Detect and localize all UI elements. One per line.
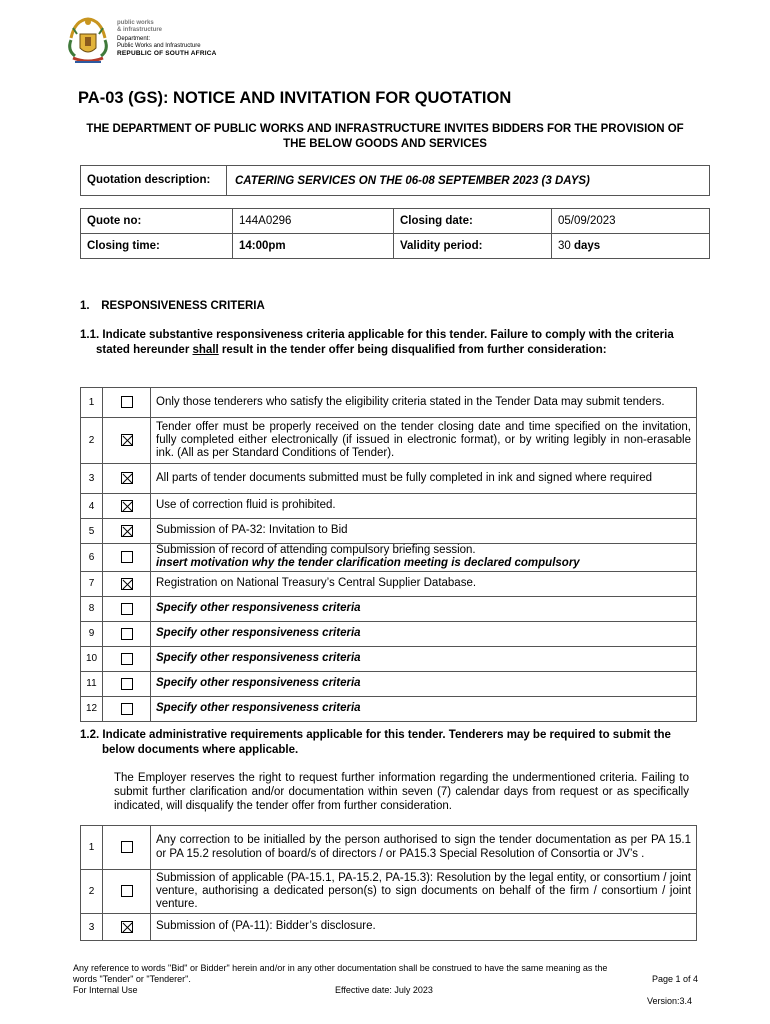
quotation-description-value[interactable]: CATERING SERVICES ON THE 06-08 SEPTEMBER 2023 (3 DAYS) xyxy=(227,166,710,196)
section-1-1-text-a: Indicate substantive responsiveness criteria applicable for this tender. Failure to comply with the criteria stated hereunder xyxy=(96,329,674,356)
checked-checkbox[interactable] xyxy=(121,472,133,484)
unchecked-checkbox[interactable] xyxy=(121,551,133,563)
checkbox-cell xyxy=(103,646,151,671)
effective-date: Effective date: July 2023 xyxy=(335,985,433,995)
criteria-text-cell xyxy=(151,914,697,941)
employer-note: The Employer reserves the right to request further information regarding the undermentioned criteria. Failing to submit further clarification and/or documentation within seven (7) calendar days from request or as specifically indicated, will disqualify the tender offer from further consideration. xyxy=(114,772,689,812)
criteria-text-cell xyxy=(151,418,697,464)
criteria-text: Specify other responsiveness criteria xyxy=(156,701,361,714)
criteria-text: Submission of applicable (PA-15.1, PA-15.2, PA-15.3): Resolution by the legal entity, or consortium / joint venture, authorising a dedicated person(s) to sign documents on behalf of the firm / consortium / joint venture. xyxy=(156,871,691,911)
unchecked-checkbox[interactable] xyxy=(121,603,133,615)
section-1-heading xyxy=(80,300,265,312)
criteria-row xyxy=(81,544,697,572)
page-footer xyxy=(73,963,698,1006)
validity-period-value[interactable] xyxy=(552,234,710,259)
row-number: 8 xyxy=(81,596,103,621)
checkbox-cell xyxy=(103,671,151,696)
checkbox-cell xyxy=(103,914,151,941)
quotation-info-table xyxy=(80,208,710,259)
footer-note-line-1: Any reference to words "Bid" or Bidder" herein and/or in any other documentation shall be construed to have the same meaning as the xyxy=(73,963,608,973)
checkbox-cell xyxy=(103,870,151,914)
quotation-description-table xyxy=(80,165,710,196)
checkbox-cell xyxy=(103,621,151,646)
unchecked-checkbox[interactable] xyxy=(121,628,133,640)
closing-date-label: Closing date: xyxy=(394,209,552,234)
criteria-row xyxy=(81,870,697,914)
checkbox-cell xyxy=(103,494,151,519)
criteria-text-cell xyxy=(151,646,697,671)
closing-time-label: Closing time: xyxy=(81,234,233,259)
section-1-2-number: 1.2. xyxy=(80,729,100,741)
page-subtitle: THE DEPARTMENT OF PUBLIC WORKS AND INFRASTRUCTURE INVITES BIDDERS FOR THE PROVISION OF THE BELOW GOODS AND SERVICES xyxy=(86,123,684,150)
criteria-text: Use of correction fluid is prohibited. xyxy=(156,499,336,512)
unchecked-checkbox[interactable] xyxy=(121,396,133,408)
closing-date-value[interactable]: 05/09/2023 xyxy=(552,209,710,234)
checked-checkbox[interactable] xyxy=(121,434,133,446)
logo-line-3: Department: xyxy=(117,36,151,42)
quote-no-value[interactable]: 144A0296 xyxy=(233,209,394,234)
checkbox-cell xyxy=(103,826,151,870)
row-number: 9 xyxy=(81,621,103,646)
page-number: Page 1 of 4 xyxy=(651,974,698,984)
criteria-text-cell xyxy=(151,571,697,596)
row-number: 3 xyxy=(81,464,103,494)
criteria-text-cell xyxy=(151,519,697,544)
unchecked-checkbox[interactable] xyxy=(121,841,133,853)
criteria-row xyxy=(81,519,697,544)
section-1-2-text: Indicate administrative requirements applicable for this tender. Tenderers may be required to submit the below documents where applicable. xyxy=(102,729,671,756)
quote-no-label: Quote no: xyxy=(81,209,233,234)
checkbox-cell xyxy=(103,388,151,418)
row-number: 1 xyxy=(81,388,103,418)
criteria-row xyxy=(81,621,697,646)
unchecked-checkbox[interactable] xyxy=(121,653,133,665)
criteria-text-cell xyxy=(151,696,697,721)
checkbox-cell xyxy=(103,696,151,721)
checkbox-cell xyxy=(103,544,151,572)
row-number: 2 xyxy=(81,870,103,914)
criteria-text-cell xyxy=(151,494,697,519)
row-number: 2 xyxy=(81,418,103,464)
row-number: 3 xyxy=(81,914,103,941)
checked-checkbox[interactable] xyxy=(121,921,133,933)
criteria-text: Only those tenderers who satisfy the eligibility criteria stated in the Tender Data may submit tenders. xyxy=(156,395,665,408)
logo-line-5: REPUBLIC OF SOUTH AFRICA xyxy=(117,50,217,57)
unchecked-checkbox[interactable] xyxy=(121,678,133,690)
criteria-row xyxy=(81,418,697,464)
internal-use-label: For Internal Use xyxy=(73,985,138,995)
criteria-text-cell xyxy=(151,464,697,494)
criteria-text-cell xyxy=(151,870,697,914)
row-number: 7 xyxy=(81,571,103,596)
criteria-text: Registration on National Treasury’s Central Supplier Database. xyxy=(156,576,477,589)
criteria-row xyxy=(81,826,697,870)
criteria-row xyxy=(81,696,697,721)
section-1-1-text xyxy=(80,328,695,357)
row-number: 10 xyxy=(81,646,103,671)
criteria-row xyxy=(81,494,697,519)
version-label: Version:3.4 xyxy=(646,996,692,1006)
section-1-2-heading xyxy=(80,728,695,757)
checkbox-cell xyxy=(103,571,151,596)
criteria-text-cell xyxy=(151,621,697,646)
checkbox-cell xyxy=(103,596,151,621)
criteria-row xyxy=(81,464,697,494)
footer-note-line-2: words "Tender" or "Tenderer". xyxy=(73,974,191,984)
checkbox-cell xyxy=(103,519,151,544)
row-number: 6 xyxy=(81,544,103,572)
logo-line-1: public works xyxy=(117,20,154,26)
criteria-text-cell xyxy=(151,596,697,621)
section-1-title: RESPONSIVENESS CRITERIA xyxy=(101,300,265,312)
criteria-text-cell xyxy=(151,671,697,696)
validity-unit: days xyxy=(570,240,601,252)
validity-period-label: Validity period: xyxy=(394,234,552,259)
criteria-text: Specify other responsiveness criteria xyxy=(156,651,361,664)
criteria-text-cell xyxy=(151,388,697,418)
criteria-row xyxy=(81,914,697,941)
criteria-row xyxy=(81,646,697,671)
criteria-text: Submission of (PA-11): Bidder’s disclosure. xyxy=(156,920,376,933)
unchecked-checkbox[interactable] xyxy=(121,703,133,715)
section-1-1-shall: shall xyxy=(192,343,219,356)
criteria-text: Submission of record of attending compulsory briefing session. xyxy=(156,544,476,556)
checked-checkbox[interactable] xyxy=(121,578,133,590)
criteria-row xyxy=(81,388,697,418)
responsiveness-criteria-table xyxy=(80,387,697,722)
page-title: PA-03 (GS): NOTICE AND INVITATION FOR QUOTATION xyxy=(78,89,512,107)
section-1-1-text-b: result in the tender offer being disqualified from further consideration: xyxy=(218,343,607,356)
coat-of-arms-icon xyxy=(63,16,113,68)
criteria-text-cell xyxy=(151,826,697,870)
closing-time-value[interactable]: 14:00pm xyxy=(233,234,394,259)
criteria-text: All parts of tender documents submitted must be fully completed in ink and signed where required xyxy=(156,471,653,484)
criteria-row xyxy=(81,571,697,596)
logo-line-2: & infrastructure xyxy=(117,27,163,33)
checked-checkbox[interactable] xyxy=(121,500,133,512)
checked-checkbox[interactable] xyxy=(121,525,133,537)
motivation-text[interactable]: insert motivation why the tender clarification meeting is declared compulsory xyxy=(156,557,580,570)
department-logo xyxy=(63,16,223,68)
criteria-row xyxy=(81,596,697,621)
quotation-description-label: Quotation description: xyxy=(81,166,227,196)
section-1-1-number: 1.1. xyxy=(80,329,100,341)
criteria-text: Tender offer must be properly received on the tender closing date and time specified on the invitation, fully completed either electronically (if issued in electronic format), or by writing legibly in non-erasable ink. (All as per Standard Conditions of Tender). xyxy=(156,420,691,460)
criteria-text: Specify other responsiveness criteria xyxy=(156,676,361,689)
logo-line-4: Public Works and Infrastructure xyxy=(117,43,201,49)
checkbox-cell xyxy=(103,464,151,494)
section-1-number: 1. xyxy=(80,300,90,312)
criteria-text: Submission of PA-32: Invitation to Bid xyxy=(156,524,348,537)
criteria-text-cell xyxy=(151,544,697,572)
checkbox-cell xyxy=(103,418,151,464)
validity-number: 30 xyxy=(558,240,571,252)
criteria-text: Any correction to be initialled by the person authorised to sign the tender documentation as per PA 15.1 or PA 15.2 resolution of board/s of directors / or PA15.3 Special Resolution of Consortia or JV’s . xyxy=(156,834,691,860)
row-number: 12 xyxy=(81,696,103,721)
unchecked-checkbox[interactable] xyxy=(121,885,133,897)
criteria-text: Specify other responsiveness criteria xyxy=(156,626,361,639)
criteria-text: Specify other responsiveness criteria xyxy=(156,601,361,614)
row-number: 5 xyxy=(81,519,103,544)
row-number: 1 xyxy=(81,826,103,870)
administrative-requirements-table xyxy=(80,825,697,941)
row-number: 11 xyxy=(81,671,103,696)
row-number: 4 xyxy=(81,494,103,519)
criteria-row xyxy=(81,671,697,696)
